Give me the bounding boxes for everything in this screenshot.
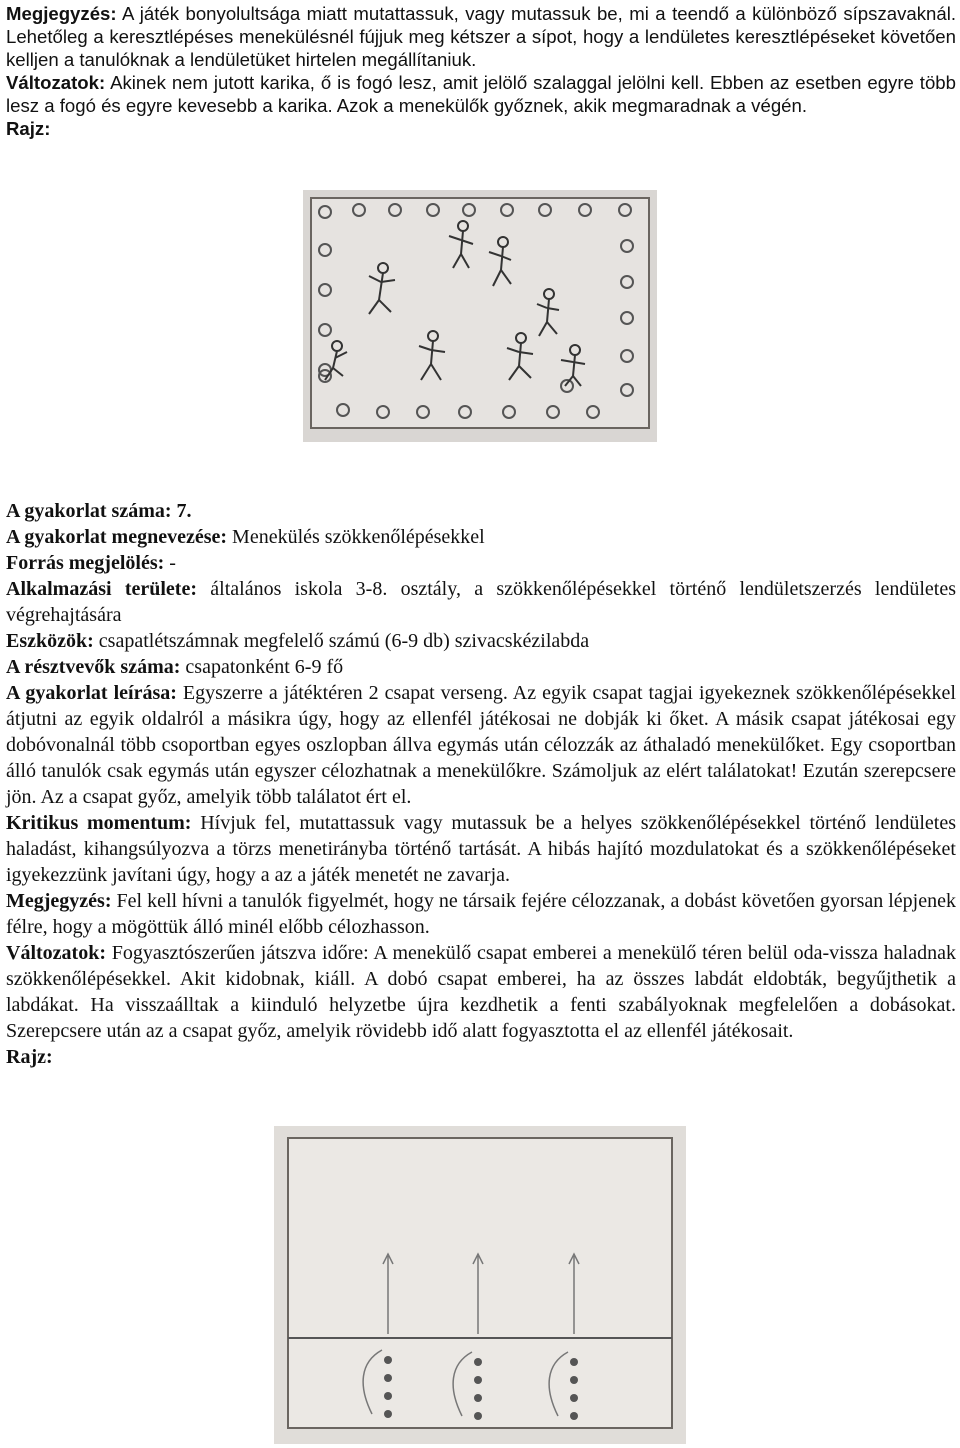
source-label: Forrás megjelölés: (6, 552, 165, 574)
source-row (6, 550, 956, 576)
tools-label: Eszközök: (6, 630, 94, 652)
variations-paragraph-2 (6, 940, 956, 1044)
exercise-name-label: A gyakorlat megnevezése: (6, 526, 228, 548)
tools-row (6, 628, 956, 654)
drawing-hoops-game (303, 190, 657, 442)
exercise-name-row (6, 524, 956, 550)
participants-row (6, 654, 956, 680)
participants-label: A résztvevők száma: (6, 656, 181, 678)
previous-exercise-notes (6, 2, 956, 140)
critical-label: Kritikus momentum: (6, 812, 192, 834)
note-text: A játék bonyolultsága miatt mutattassuk, vagy mutassuk be, mi a teendő a különböző sípszavaknál. Lehetőleg a keresztlépéses menekülésnél fújjuk meg kétszer a sípot, hogy a lendületes keresztlépéseket követően kelljen a tanulóknak a lendületüket hirtelen megállítaniuk. (6, 3, 956, 70)
throwing-sketch (274, 1126, 686, 1444)
drawing-label-2: Rajz: (6, 1046, 53, 1068)
note-label-2: Megjegyzés: (6, 890, 112, 912)
description-label: A gyakorlat leírása: (6, 682, 177, 704)
variations-value-2: Fogyasztószerűen játszva időre: A menekülő csapat emberei a menekülő téren belül oda-vissza haladnak szökkenőlépésekkel. Akit kidobnak, kiáll. A dobó csapat emberei, ha az összes labdát eldobták, begyűjthetik a labdákat. Ha visszaálltak a kiinduló helyzetbe újra kezdhetik a fenti szabályoknak megfelelően a dobásokat. Szerepcsere után az a csapat győz, amelyik rövidebb idő alatt fogyasztotta el az ellenfél játékosait. (6, 942, 956, 1042)
variations-label: Változatok: (6, 72, 106, 93)
hoops-sketch (303, 190, 657, 442)
variations-label-2: Változatok: (6, 942, 106, 964)
participants-value: csapatonként 6-9 fő (180, 656, 344, 678)
note-paragraph-2 (6, 888, 956, 940)
note-value-2: Fel kell hívni a tanulók figyelmét, hogy ne társaik fejére célozzanak, a dobást követően gyorsan lépjenek félre, hogy a mögöttük álló minél előbb célozhasson. (6, 890, 956, 938)
variations-paragraph (6, 71, 956, 117)
area-value: általános iskola 3-8. osztály, a szökkenőlépésekkel történő lendületszerzés lendületes végrehajtására (6, 578, 956, 626)
drawing-label: Rajz: (6, 118, 51, 139)
area-label: Alkalmazási területe: (6, 578, 197, 600)
source-value: - (164, 552, 176, 574)
variations-text: Akinek nem jutott karika, ő is fogó lesz, amit jelölő szalaggal jelölni kell. Ebben az esetben egyre több lesz a fogó és egyre kevesebb a karika. Azok a menekülők győznek, akik megmaradnak a végén. (6, 72, 956, 116)
exercise-name-value: Menekülés szökkenőlépésekkel (227, 526, 485, 548)
exercise-7 (6, 498, 956, 1070)
description-value: Egyszerre a játéktéren 2 csapat verseng. Az egyik csapat tagjai igyekeznek szökkenőlépésekkel átjutni az egyik oldalról a másikra úgy, hogy az ellenfél játékosai ne dobják ki őket. A másik csapat játékosai egy dobóvonalnál több csoportban egyes oszlopban állva egymás után célozzák az áthaladó menekülőket. Egy csoportban álló tanulók csak egymás után egyszer célozhatnak a menekülőkre. Számoljuk az elért találatokat! Ezután szerepcsere jön. Az a csapat győz, amelyik több találatot ért el. (6, 682, 956, 808)
description-paragraph (6, 680, 956, 810)
tools-value: csapatlétszámnak megfelelő számú (6-9 db) szivacskézilabda (93, 630, 590, 652)
drawing-throwing-game (274, 1126, 686, 1444)
critical-paragraph (6, 810, 956, 888)
area-row (6, 576, 956, 628)
note-label: Megjegyzés: (6, 3, 117, 24)
critical-value: Hívjuk fel, mutattassuk vagy mutassuk be a helyes szökkenőlépésekkel történő lendületes haladást, kihangsúlyozva a törzs menetirányba történő tartását. A hibás hajító mozdulatokat és a szökkenőlépéseket igyekezzünk javítani úgy, hogy a az a játék menetét ne zavarja. (6, 812, 956, 886)
note-paragraph (6, 2, 956, 71)
exercise-number: A gyakorlat száma: 7. (6, 500, 192, 522)
